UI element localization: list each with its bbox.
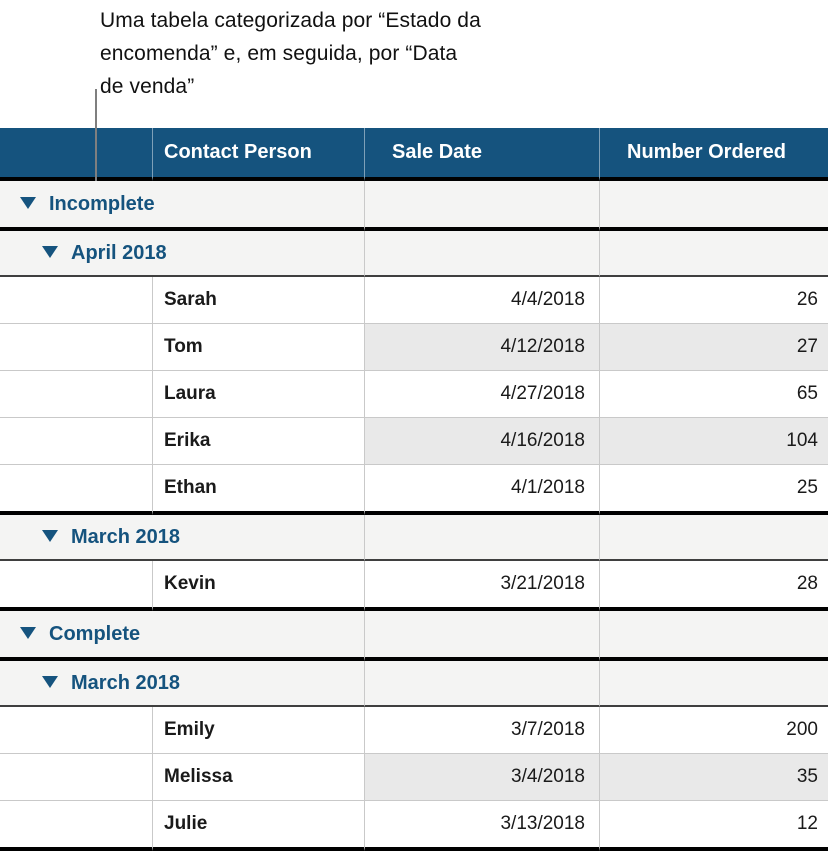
number-ordered-cell[interactable]: 35	[600, 754, 828, 801]
number-ordered-column-header[interactable]: Number Ordered	[600, 128, 828, 181]
category-label: March 2018	[71, 525, 180, 548]
contact-person-cell[interactable]: Ethan	[153, 465, 365, 515]
number-ordered-cell[interactable]: 12	[600, 801, 828, 851]
annotation-caption	[100, 4, 481, 103]
row-header-cell[interactable]	[0, 324, 153, 371]
sale-date-cell[interactable]	[365, 515, 600, 561]
sale-date-column-header[interactable]: Sale Date	[365, 128, 600, 181]
row-header-cell[interactable]	[0, 801, 153, 851]
table-row	[0, 371, 828, 418]
category-cell[interactable]	[0, 231, 365, 277]
category-label: March 2018	[71, 671, 180, 694]
category-row-incomplete	[0, 181, 828, 231]
category-cell[interactable]	[0, 611, 365, 661]
category-row-march-2018	[0, 515, 828, 561]
disclosure-triangle-icon[interactable]	[20, 197, 36, 209]
row-header-cell[interactable]	[0, 371, 153, 418]
category-cell[interactable]	[0, 181, 365, 231]
row-header-cell[interactable]	[0, 418, 153, 465]
table-row	[0, 561, 828, 611]
category-row-april-2018	[0, 231, 828, 277]
sale-date-cell[interactable]: 4/4/2018	[365, 277, 600, 324]
contact-person-cell[interactable]: Laura	[153, 371, 365, 418]
disclosure-triangle-icon[interactable]	[42, 246, 58, 258]
category-row-complete	[0, 611, 828, 661]
table-row	[0, 707, 828, 754]
sale-date-cell[interactable]: 4/16/2018	[365, 418, 600, 465]
contact-person-cell[interactable]: Emily	[153, 707, 365, 754]
category-cell[interactable]	[0, 661, 365, 707]
annotation-line: encomenda” e, em seguida, por “Data	[100, 42, 458, 65]
categorized-table	[0, 128, 828, 851]
category-label: Complete	[49, 622, 141, 645]
number-ordered-cell[interactable]	[600, 515, 828, 561]
sale-date-cell[interactable]: 3/13/2018	[365, 801, 600, 851]
category-label: April 2018	[71, 241, 167, 264]
number-ordered-cell[interactable]: 65	[600, 371, 828, 418]
disclosure-triangle-icon[interactable]	[42, 676, 58, 688]
table-row	[0, 324, 828, 371]
table-row	[0, 418, 828, 465]
number-ordered-cell[interactable]: 26	[600, 277, 828, 324]
sale-date-cell[interactable]: 3/4/2018	[365, 754, 600, 801]
number-ordered-cell[interactable]	[600, 611, 828, 661]
number-ordered-cell[interactable]	[600, 181, 828, 231]
number-ordered-cell[interactable]: 28	[600, 561, 828, 611]
number-ordered-cell[interactable]	[600, 661, 828, 707]
row-header-cell[interactable]	[0, 277, 153, 324]
category-label: Incomplete	[49, 192, 155, 215]
contact-person-cell[interactable]: Erika	[153, 418, 365, 465]
table-row	[0, 465, 828, 515]
contact-person-column-header[interactable]: Contact Person	[153, 128, 365, 181]
annotation-line: de venda”	[100, 75, 195, 98]
sale-date-cell[interactable]	[365, 661, 600, 707]
category-cell[interactable]	[0, 515, 365, 561]
number-ordered-cell[interactable]: 200	[600, 707, 828, 754]
contact-person-cell[interactable]: Kevin	[153, 561, 365, 611]
row-header-cell[interactable]	[0, 465, 153, 515]
sale-date-cell[interactable]: 4/1/2018	[365, 465, 600, 515]
row-header-column-header[interactable]	[0, 128, 153, 181]
sale-date-cell[interactable]: 4/12/2018	[365, 324, 600, 371]
number-ordered-cell[interactable]: 27	[600, 324, 828, 371]
sale-date-cell[interactable]: 4/27/2018	[365, 371, 600, 418]
contact-person-cell[interactable]: Tom	[153, 324, 365, 371]
row-header-cell[interactable]	[0, 561, 153, 611]
row-header-cell[interactable]	[0, 707, 153, 754]
header-row	[0, 128, 828, 181]
number-ordered-cell[interactable]	[600, 231, 828, 277]
number-ordered-cell[interactable]: 104	[600, 418, 828, 465]
contact-person-cell[interactable]: Melissa	[153, 754, 365, 801]
contact-person-cell[interactable]: Julie	[153, 801, 365, 851]
category-row-march-2018	[0, 661, 828, 707]
sale-date-cell[interactable]: 3/7/2018	[365, 707, 600, 754]
table-row	[0, 277, 828, 324]
callout-line	[95, 89, 97, 181]
contact-person-cell[interactable]: Sarah	[153, 277, 365, 324]
sale-date-cell[interactable]	[365, 181, 600, 231]
sale-date-cell[interactable]: 3/21/2018	[365, 561, 600, 611]
number-ordered-cell[interactable]: 25	[600, 465, 828, 515]
disclosure-triangle-icon[interactable]	[42, 530, 58, 542]
table-row	[0, 754, 828, 801]
disclosure-triangle-icon[interactable]	[20, 627, 36, 639]
row-header-cell[interactable]	[0, 754, 153, 801]
sale-date-cell[interactable]	[365, 231, 600, 277]
table-row	[0, 801, 828, 851]
sale-date-cell[interactable]	[365, 611, 600, 661]
annotation-line: Uma tabela categorizada por “Estado da	[100, 9, 481, 32]
